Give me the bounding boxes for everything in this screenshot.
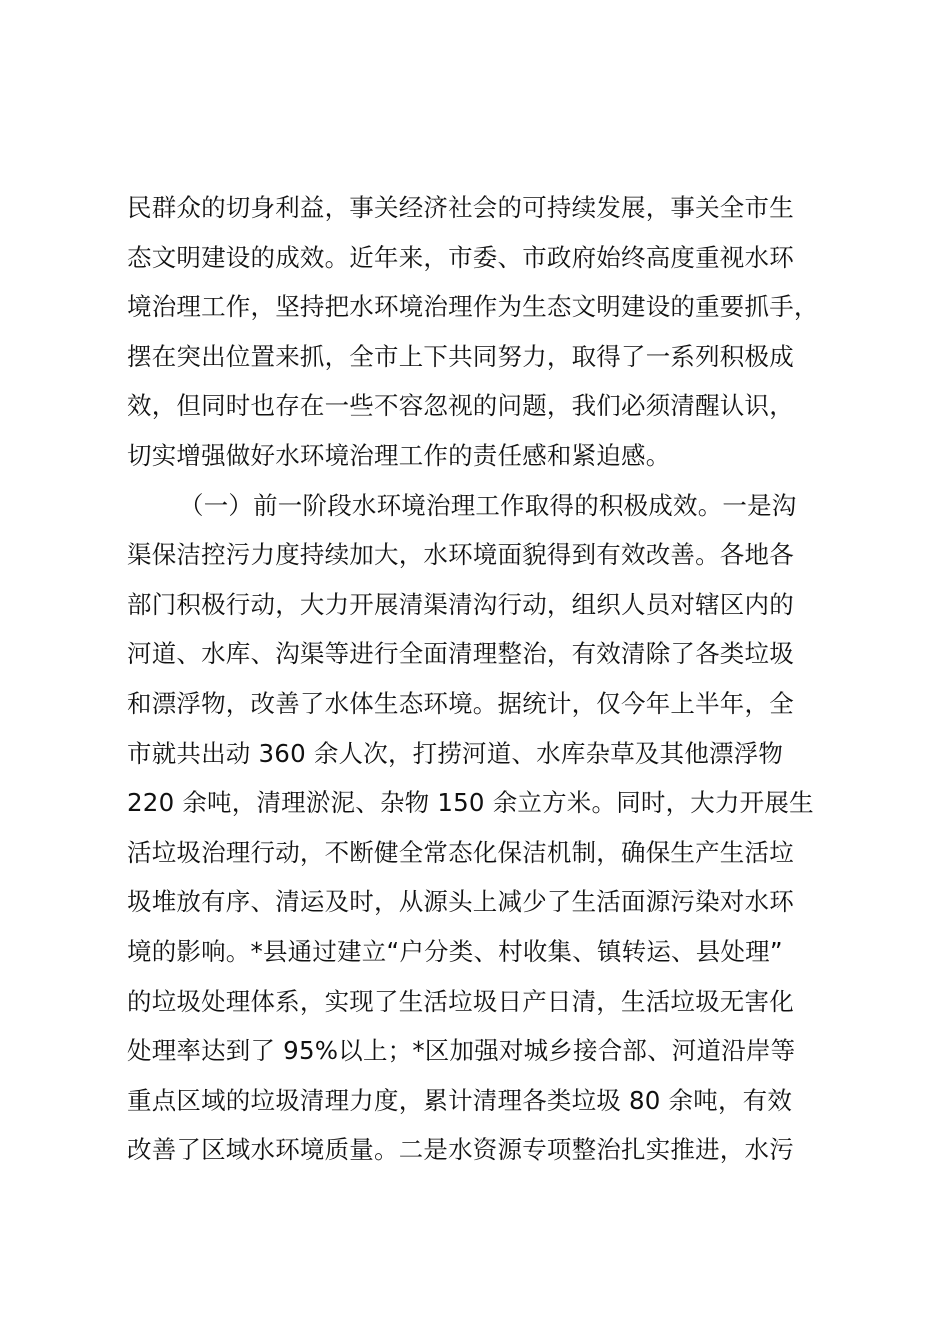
document-body <box>127 183 847 1175</box>
text-line: 220 余吨，清理淤泥、杂物 150 余立方米。同时，大力开展生 <box>127 788 814 818</box>
text-line: 处理率达到了 95%以上；*区加强对城乡接合部、河道沿岸等 <box>127 1036 796 1066</box>
text-line: 境治理工作，坚持把水环境治理作为生态文明建设的重要抓手， <box>127 292 819 322</box>
section-heading-line: （一）前一阶段水环境治理工作取得的积极成效。一是沟 <box>179 490 797 520</box>
text-line: 和漂浮物，改善了水体生态环境。据统计，仅今年上半年，全 <box>127 688 794 718</box>
text-line: 切实增强做好水环境治理工作的责任感和紧迫感。 <box>127 440 671 470</box>
text-line: 活垃圾治理行动，不断健全常态化保洁机制，确保生产生活垃 <box>127 837 794 867</box>
text-line: 改善了区域水环境质量。二是水资源专项整治扎实推进，水污 <box>127 1135 794 1165</box>
text-line: 的垃圾处理体系，实现了生活垃圾日产日清，生活垃圾无害化 <box>127 986 794 1016</box>
text-line: 部门积极行动，大力开展清渠清沟行动，组织人员对辖区内的 <box>127 589 794 619</box>
text-line: 态文明建设的成效。近年来，市委、市政府始终高度重视水环 <box>127 242 794 272</box>
text-line: 圾堆放有序、清运及时，从源头上减少了生活面源污染对水环 <box>127 887 794 917</box>
text-line: 摆在突出位置来抓，全市上下共同努力，取得了一系列积极成 <box>127 341 794 371</box>
text-line: 河道、水库、沟渠等进行全面清理整治，有效清除了各类垃圾 <box>127 639 794 669</box>
text-line: 效，但同时也存在一些不容忽视的问题，我们必须清醒认识， <box>127 391 794 421</box>
text-line: 渠保洁控污力度持续加大，水环境面貌得到有效改善。各地各 <box>127 540 794 570</box>
text-line: 市就共出动 360 余人次，打捞河道、水库杂草及其他漂浮物 <box>127 738 784 768</box>
text-line: 民群众的切身利益，事关经济社会的可持续发展，事关全市生 <box>127 193 794 222</box>
text-line: 重点区域的垃圾清理力度，累计清理各类垃圾 80 余吨，有效 <box>127 1085 793 1115</box>
text-line: 境的影响。*县通过建立“户分类、村收集、镇转运、县处理” <box>127 936 783 966</box>
